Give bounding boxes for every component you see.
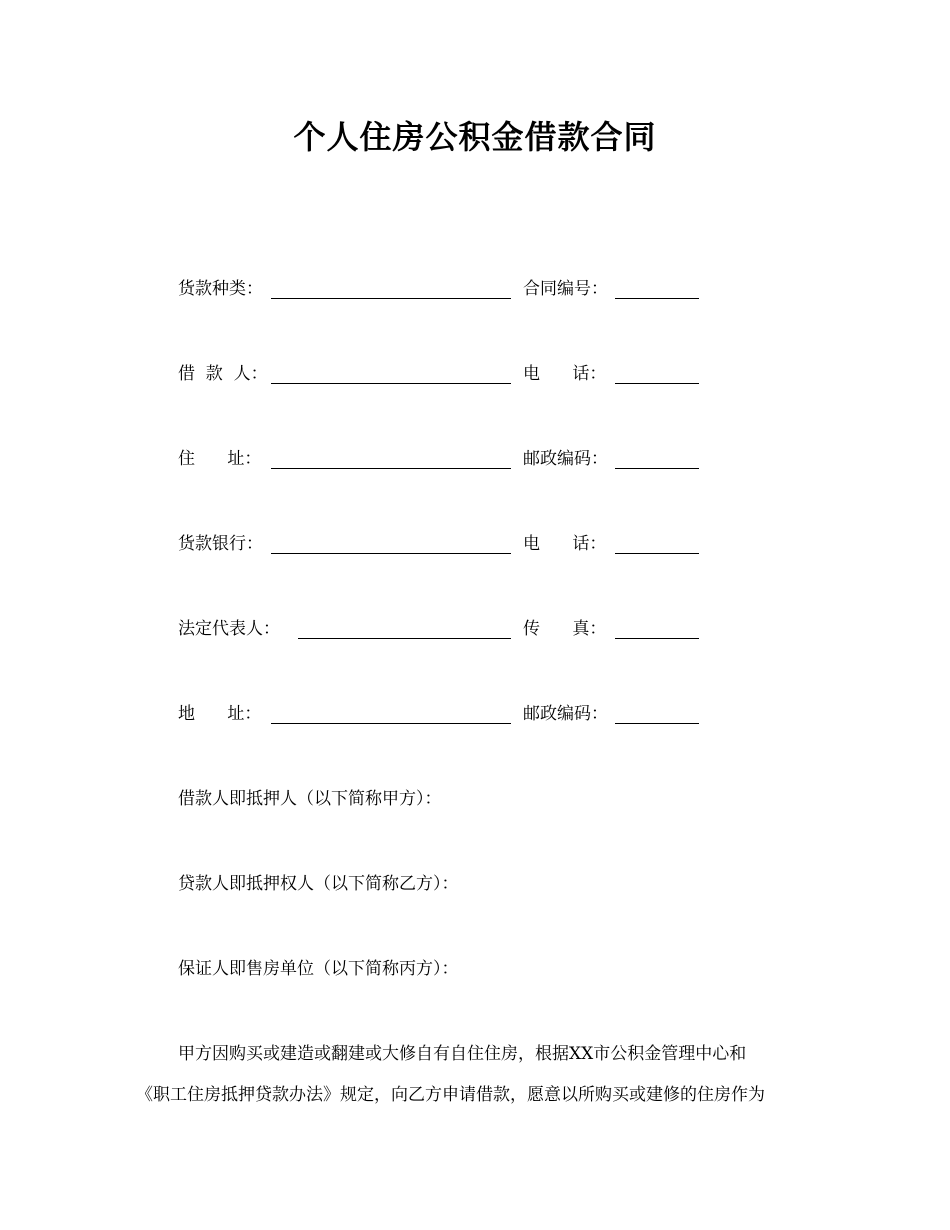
postcode-blank[interactable] [615, 448, 699, 469]
party-c-line: 保证人即售房单位（以下简称丙方）： [178, 959, 459, 979]
field-label-contract-no: 合同编号： [523, 279, 608, 299]
party-a-line: 借款人即抵押人（以下简称甲方）： [178, 789, 442, 809]
body-paragraph-line-2: 《职工住房抵押贷款办法》规定，向乙方申请借款，愿意以所购买或建修的住房作为 [136, 1085, 765, 1105]
representative-blank[interactable] [298, 618, 511, 639]
field-label-bank-address: 地 址： [178, 704, 262, 724]
party-b-line: 贷款人即抵押权人（以下简称乙方）： [178, 874, 459, 894]
field-label-address: 住 址： [178, 449, 262, 469]
field-label-bank-phone: 电 话： [523, 534, 607, 554]
field-label-fax: 传 真： [523, 619, 607, 639]
field-label-representative: 法定代表人： [178, 619, 280, 639]
loan-type-blank[interactable] [271, 278, 511, 299]
field-label-borrower-phone: 电 话： [523, 364, 607, 384]
contract-no-blank[interactable] [615, 278, 699, 299]
borrower-blank[interactable] [271, 363, 511, 384]
address-blank[interactable] [271, 448, 511, 469]
document-title: 个人住房公积金借款合同 [293, 118, 657, 156]
field-label-bank-postcode: 邮政编码： [523, 704, 608, 724]
bank-phone-blank[interactable] [615, 533, 699, 554]
bank-address-blank[interactable] [271, 703, 511, 724]
bank-postcode-blank[interactable] [615, 703, 699, 724]
field-label-postcode: 邮政编码： [523, 449, 608, 469]
field-label-borrower: 借 款 人： [178, 364, 268, 384]
fax-blank[interactable] [615, 618, 699, 639]
field-label-bank: 货款银行： [178, 534, 263, 554]
borrower-phone-blank[interactable] [615, 363, 699, 384]
bank-blank[interactable] [271, 533, 511, 554]
field-label-loan-type: 货款种类： [178, 279, 263, 299]
body-paragraph-line-1: 甲方因购买或建造或翻建或大修自有自住住房，根据XX市公积金管理中心和 [178, 1044, 747, 1064]
